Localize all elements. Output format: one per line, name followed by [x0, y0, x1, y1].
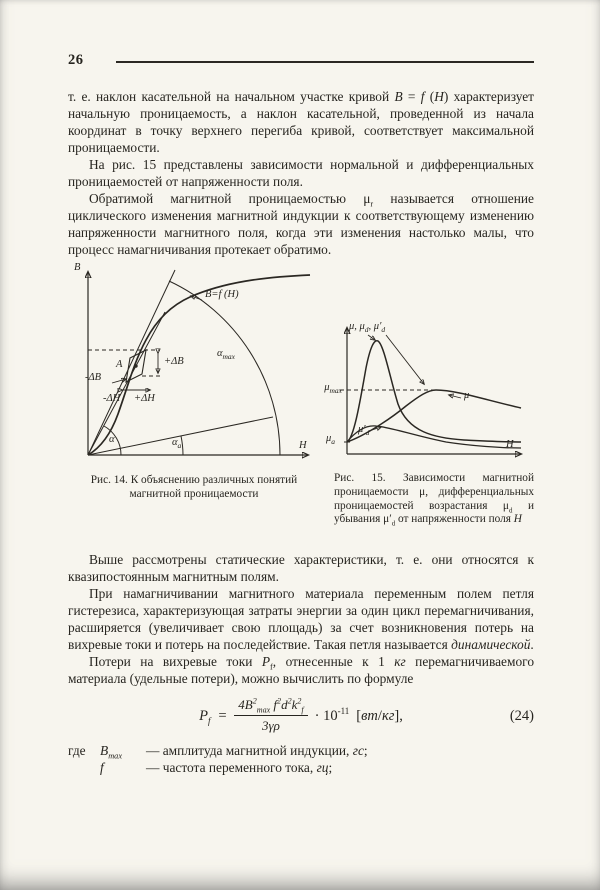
plus-delta-h-label: +ΔH [134, 393, 155, 404]
page-header [68, 52, 534, 69]
where-def-f: — частота переменного тока, гц; [146, 760, 333, 776]
page-number: 26 [68, 52, 84, 68]
header-rule [116, 61, 535, 63]
paragraph-static-characteristics: Выше рассмотрены статические характеристики, т. е. они относятся к квазипостоянным магнитным полям. [68, 552, 534, 585]
paragraph-reversible-permeability: Обратимой магнитной проницаемостью $\mu_r$ называется отношение циклического изменения магнитной индукции к соответствующему изменению напряженности магнитного поля, когда эти изменения настолько малы, что процесс намагничивания протекает обратимо. [68, 191, 534, 257]
mu-curve [347, 390, 521, 442]
mu-a-label: $\mu_a$ [326, 433, 336, 447]
figure-14-graph [68, 262, 320, 462]
formula-lhs: $P_f$ [199, 707, 211, 726]
alpha-label: α [109, 434, 115, 445]
h-axis-label: H [299, 440, 307, 451]
line-through-point-a [88, 312, 165, 455]
equation-number: (24) [509, 707, 534, 724]
figure-14-caption: Рис. 14. К объяснению различных понятий магнитной проницаемости [90, 474, 298, 500]
minus-delta-h-label: -ΔH [103, 393, 121, 404]
mu-d-prime-label: $\mu'_d$ [358, 424, 370, 438]
figure-15 [324, 262, 534, 528]
where-term-bmax: $B_{max}$ [100, 743, 123, 761]
figure-15-svg [334, 320, 529, 460]
formula-equals: = [217, 707, 228, 724]
alpha-max-label: $\alpha_{max}$ [217, 348, 236, 362]
point-a-label: A [116, 359, 123, 370]
where-row-bmax [100, 742, 534, 759]
mu-label: μ [464, 390, 470, 401]
where-row-f [100, 759, 534, 776]
paragraph-fig15-intro: На рис. 15 представлены зависимости нормальной и дифференциальных проницаемостей от напряженности поля. [68, 157, 534, 189]
minus-delta-b-label: -ΔB [85, 372, 102, 383]
formula-denominator: 3γρ [262, 718, 280, 734]
where-rows [100, 742, 534, 776]
formula-fraction [234, 697, 307, 734]
curve-label: B=f (H) [205, 289, 239, 300]
paragraph-tangent-slope: т. е. наклон касательной на начальном участке кривой B = f (H) характеризует начальную проницаемость, а наклон касательной, проведенной из начала координат в точку верхнего перегиба кривой, соответствует максимальной проницаемости. [68, 89, 535, 155]
top-label-leader-1 [368, 335, 375, 340]
where-definitions [68, 742, 534, 776]
minus-delta-b-arrow [112, 379, 126, 383]
figure-14 [68, 262, 320, 527]
figure-14-svg [68, 262, 320, 462]
h-axis-label: H [506, 439, 514, 450]
mu-label-leader [449, 395, 461, 398]
paragraph-eddy-losses: Потери на вихревые токи $P_f$, отнесенные к 1 кг перемагничиваемого материала (удельные потери), можно вычислить по формуле [68, 654, 535, 687]
formula-24 [68, 697, 534, 734]
top-label-leader-2 [386, 335, 424, 384]
mu-max-label: $\mu_{max}$ [324, 382, 342, 396]
alpha-a-arc [181, 436, 183, 455]
figure-15-graph [324, 320, 529, 460]
formula-factor: · $10^{-11}$ [314, 705, 350, 724]
max-permeability-tangent [88, 270, 175, 455]
formula-units: [вт/кг], [356, 707, 403, 724]
where-def-bmax: — амплитуда магнитной индукции, гс; [146, 743, 368, 759]
alpha-a-label: $\alpha_a$ [172, 437, 182, 451]
plus-delta-b-label: +ΔB [164, 356, 184, 367]
b-axis-label: B [74, 262, 81, 273]
where-term-f: f [100, 760, 104, 776]
formula-numerator: $4B^2_{max}$ $f^2d^2k^2_f$ [234, 697, 307, 716]
point-a-dot [134, 364, 137, 367]
formula-expression [199, 697, 403, 734]
alpha-max-arc [169, 281, 280, 455]
figure-15-caption: Рис. 15. Зависимости магнитной проницаемости μ, дифференциальных проницаемостей возрастания $\mu_d$ и убывания $\mu'_d$ от напряженности поля H [334, 472, 534, 528]
figures-row [68, 262, 534, 527]
top-curves-label: μ, $\mu_d$, $\mu'_d$ [349, 321, 386, 335]
mu-d-curve [347, 341, 521, 442]
paragraph-dynamic-loop: При намагничивании магнитного материала переменным полем петля гистерезиса, характеризующая затраты энергии за один цикл перемагничивания, расширяется (увеличивает свою площадь) за счет возникновения потерь на вихревые токи и потерь на последействие. Такая петля называется динамической. [68, 586, 534, 653]
where-intro: где [68, 743, 86, 759]
